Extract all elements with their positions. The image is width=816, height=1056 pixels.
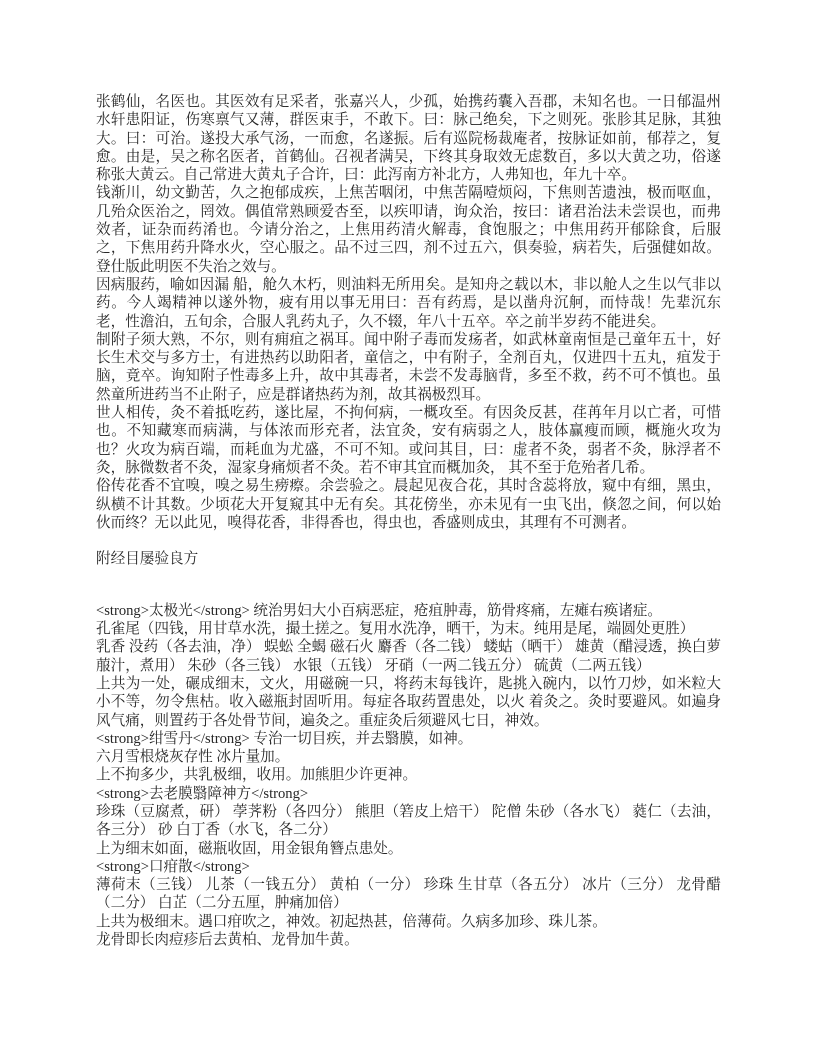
formula-line: 上为细末如面，磁瓶收固，用金银角簪点患处。 — [96, 840, 403, 857]
formula-line: <strong>去老膜翳障神方</strong> — [96, 785, 309, 802]
formula-line: 上共为极细末。遇口疳吹之，神效。初起热甚，倍薄荷。久病多加珍、珠儿茶。 — [96, 913, 607, 930]
text-block — [96, 93, 721, 949]
formula-line: 孔雀尾（四钱，用甘草水洗，撮土搓之。复用水洗净，晒干，为末。纯用是尾，端圆处更胜） — [96, 621, 695, 638]
formulary-section — [96, 602, 721, 950]
section-heading: 附经目屡验良方 — [96, 551, 199, 568]
formula-line: <strong>绀雪丹</strong> 专治一切目疾，并去翳膜，如神。 — [96, 730, 473, 747]
formula-line: 六月雪根烧灰存性 冰片量加。 — [96, 749, 290, 766]
essay-paragraph: 因病服药，喻如因漏 船，舱久木朽，则油料无所用矣。是知舟之载以木，非以舱人之生以气非以药。今人竭精神以遂外物，疲有用以事无用曰：吾有药焉，是以凿舟沉舸，而恃哉！先辈沉东老，性澹泊，五旬余，合服人乳药丸子，久不辍，年八十五卒。卒之前半岁药不能进矣。 — [96, 276, 721, 330]
essay-paragraph: 俗传花香不宜嗅，嗅之易生痨瘵。余尝验之。晨起见夜合花，其时含蕊将放，窥中有细，黑虫，纵横不计其数。少顷花大开复窥其中无有矣。其花傍坐，亦未见有一虫飞出，倏忽之间，何以始伙而终？无以此见，嗅得花香，非得香也，得虫也，香盛则成虫，其理有不可测者。 — [96, 478, 721, 531]
essay-paragraph: 张鹤仙，名医也。其医效有足采者，张嘉兴人，少孤，始携药囊入吾郡，未知名也。一日郁温州水轩患阳证，伤寒禀气又薄，群医束手，不敢下。曰：脉己绝矣，下之则死。张胗其足脉，其独大。曰：可治。遂投大承气汤，一而愈，名遂振。后有巡院杨裁庵者，按脉证如前，郁荐之，复愈。由是，吴之称名医者，首鹤仙。召视者满吴，下终其身取效无虑数百，多以大黄之功，俗遂称张大黄云。自己常进大黄丸子合许，曰：此泻南方补北方，人弗知也，年九十卒。 — [96, 94, 721, 184]
essay-paragraph: 钱渐川，幼文勤苦，久之抱郁成疾，上焦苦咽闭，中焦苦隔噎烦闷，下焦则苦遗浊，极而呕血，几殆众医治之，罔效。偶值常熟顾爱杏至，以疾叩请，询众治，按曰：诸君治法未尝误也，而弗效者，证杂而药淆也。今请分治之，上焦用药清火解毒，食饱服之；中焦用药开郁除食，后服之，下焦用药升降水火，空心服之。品不过三四，剂不过五六，俱奏验，病若失，后强健如故。登仕版此明医不失治之效与。 — [96, 185, 721, 275]
formula-line: 上不拘多少，共乳极细，收用。加熊胆少许更神。 — [96, 767, 418, 784]
formula-line: 龙骨即长肉痘疹后去黄柏、龙骨加牛黄。 — [96, 932, 359, 949]
essay-paragraph: 世人相传，灸不着抵吃药，遂比屋，不拘何病，一概攻至。有因灸反甚，荏苒年月以亡者，可惜也。不知藏寒而病满，与体浓而形充者，法宜灸，安有病弱之人，肢体赢瘦而顾，概施火攻为也？火攻为病百端，而耗血为尤盛，不可不知。或问其目，曰：虚者不灸，弱者不灸，脉浮者不灸，脉微数者不灸，湿家身痛烦者不灸。若不审其宜而概加灸， 其不至于危殆者几希。 — [96, 405, 721, 476]
formula-line: 薄荷末（三钱） 儿茶（一钱五分） 黄柏（一分） 珍珠 生甘草（各五分） 冰片（三分） 龙骨醋（二分） 白芷（二分五厘，肿痛加倍） — [96, 877, 721, 912]
formula-line: 珍珠（豆腐煮，研） 荸荠粉（各四分） 熊胆（箬皮上焙干） 陀僧 朱砂（各水飞） 蕤仁（去油，各三分） 砂 白丁香（水飞，各二分） — [96, 803, 721, 839]
formula-line: 乳香 没药（各去油，净） 蜈蚣 全蝎 磁石火 麝香（各二钱） 蝼蛄（晒干） 雄黄（醋浸透，换白萝菔汁，煮用） 朱砂（各三钱） 水银（五钱） 牙硝（一两二钱五分） 硫黄（二两五钱） — [96, 639, 721, 674]
essay-paragraph: 制附子须大熟，不尔，则有痈疽之祸耳。闻中附子毒而发疡者，如武林童南恒是己童年五十，好长生术交与多方士，有进热药以助阳者，童信之，中有附子，全剂百丸，仅进四十五丸，疽发于脑，竟卒。询知附子性毒多上升，故中其毒者，未尝不发毒脑背，多至不救，药不可不慎也。虽然童所进药当不止附子，应是群诸热药为剂，故其祸极烈耳。 — [96, 331, 721, 403]
formula-line: <strong>口疳散</strong> — [96, 858, 250, 875]
formula-line: <strong>太极光</strong> 统治男妇大小百病恶症，疮疽肿毒，筋骨疼痛，左瘫右痪诸症。 — [96, 602, 663, 619]
formula-line: 上共为一处，碾成细末，文火，用磁碗一只，将药末每钱许，匙挑入碗内，以竹刀炒，如米粒大小不等，勿令焦枯。收入磁瓶封固听用。每症各取药置患处，以火 着灸之。灸时要避风。如遍身风气痛，则置药于各处骨节间，遍灸之。重症灸后须避风七日，神效。 — [96, 675, 721, 729]
